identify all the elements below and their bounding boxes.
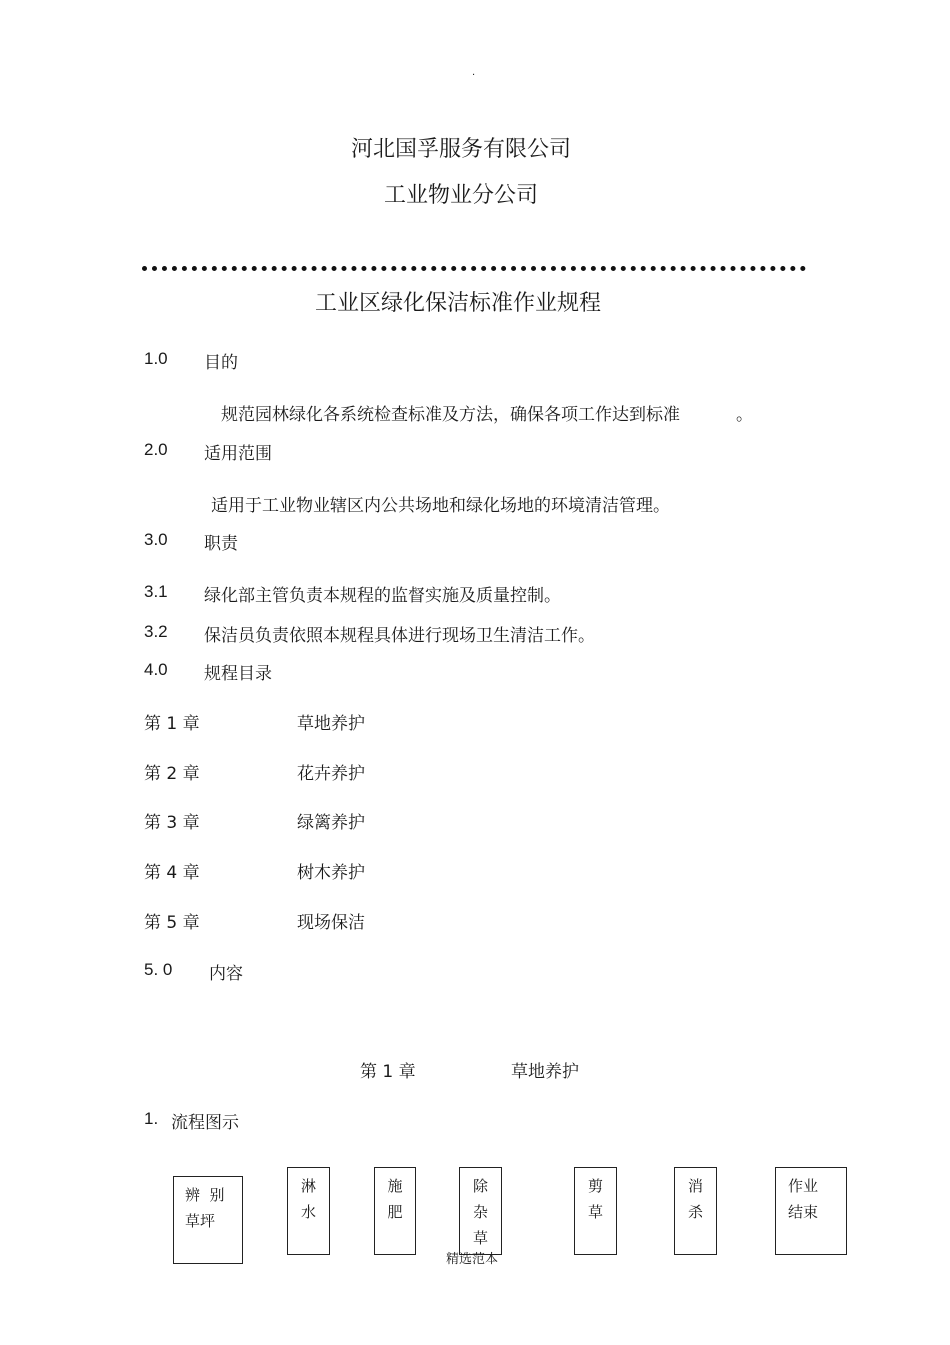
dotted-separator bbox=[142, 266, 806, 271]
catalog-chapter: 第 2 章 bbox=[144, 764, 200, 784]
flow-step-line: 剪 bbox=[587, 1177, 603, 1195]
flow-step-line: 辨 别 bbox=[185, 1186, 225, 1204]
flow-step-mowing bbox=[574, 1167, 617, 1255]
flow-step-line: 杂 bbox=[472, 1203, 488, 1221]
section-1-body-end: 。 bbox=[736, 405, 753, 425]
catalog-chapter: 第 3 章 bbox=[144, 813, 200, 833]
section-3-1-number: 3.1 bbox=[144, 582, 168, 601]
catalog-name: 草地养护 bbox=[297, 714, 365, 734]
section-3-title: 职责 bbox=[204, 534, 238, 554]
section-5-title: 内容 bbox=[209, 964, 243, 984]
catalog-chapter: 第 4 章 bbox=[144, 863, 200, 883]
flow-step-line: 施 bbox=[387, 1177, 403, 1195]
section-2-number: 2.0 bbox=[144, 440, 168, 459]
flow-step-weeding bbox=[459, 1167, 502, 1255]
catalog-name: 绿篱养护 bbox=[297, 813, 365, 833]
section-1-title: 目的 bbox=[204, 353, 238, 373]
flow-step-line: 结束 bbox=[788, 1203, 819, 1221]
flow-step-line: 消 bbox=[687, 1177, 703, 1195]
flow-step-line: 淋 bbox=[300, 1177, 316, 1195]
section-1-body: 规范园林绿化各系统检查标准及方法，确保各项工作达到标准 bbox=[221, 405, 680, 425]
flow-step-fertilize bbox=[374, 1167, 416, 1255]
section-3-number: 3.0 bbox=[144, 530, 168, 549]
flow-step-line: 作业 bbox=[788, 1177, 819, 1195]
company-name: 河北国孚服务有限公司 bbox=[350, 137, 571, 162]
flow-step-identify-lawn bbox=[173, 1176, 243, 1264]
top-mark: · bbox=[472, 70, 476, 81]
section-2-title: 适用范围 bbox=[204, 444, 272, 464]
catalog-name: 树木养护 bbox=[297, 863, 365, 883]
section-3-2-text: 保洁员负责依照本规程具体进行现场卫生清洁工作。 bbox=[204, 626, 595, 646]
catalog-name: 现场保洁 bbox=[297, 913, 365, 933]
catalog-name: 花卉养护 bbox=[297, 764, 365, 784]
section-5-number: 5. 0 bbox=[144, 960, 173, 979]
section-2-body: 适用于工业物业辖区内公共场地和绿化场地的环境清洁管理。 bbox=[211, 496, 670, 516]
section-3-2-number: 3.2 bbox=[144, 622, 168, 641]
document-title: 工业区绿化保洁标准作业规程 bbox=[314, 291, 601, 316]
section-3-1-text: 绿化部主管负责本规程的监督实施及质量控制。 bbox=[204, 586, 561, 606]
flow-heading-number: 1. bbox=[144, 1109, 159, 1128]
section-4-number: 4.0 bbox=[144, 660, 168, 679]
footer-label: 精选范本 bbox=[446, 1252, 499, 1267]
flow-step-finish bbox=[775, 1167, 847, 1255]
flow-step-watering bbox=[287, 1167, 330, 1255]
section-4-title: 规程目录 bbox=[204, 664, 272, 684]
catalog-chapter: 第 1 章 bbox=[144, 714, 200, 734]
flow-step-line: 草 bbox=[472, 1229, 488, 1247]
flow-step-line: 肥 bbox=[387, 1203, 403, 1221]
flow-step-line: 草坪 bbox=[185, 1212, 216, 1230]
chapter-1-label: 第 1 章 bbox=[360, 1062, 416, 1082]
section-1-number: 1.0 bbox=[144, 349, 168, 368]
company-branch: 工业物业分公司 bbox=[383, 183, 538, 208]
flow-heading-title: 流程图示 bbox=[171, 1113, 239, 1133]
flow-step-line: 草 bbox=[587, 1203, 603, 1221]
flow-step-line: 除 bbox=[472, 1177, 488, 1195]
catalog-chapter: 第 5 章 bbox=[144, 913, 200, 933]
flow-step-line: 杀 bbox=[687, 1203, 703, 1221]
chapter-1-name: 草地养护 bbox=[511, 1062, 579, 1082]
flow-step-disinfect bbox=[674, 1167, 717, 1255]
flow-step-line: 水 bbox=[300, 1203, 316, 1221]
